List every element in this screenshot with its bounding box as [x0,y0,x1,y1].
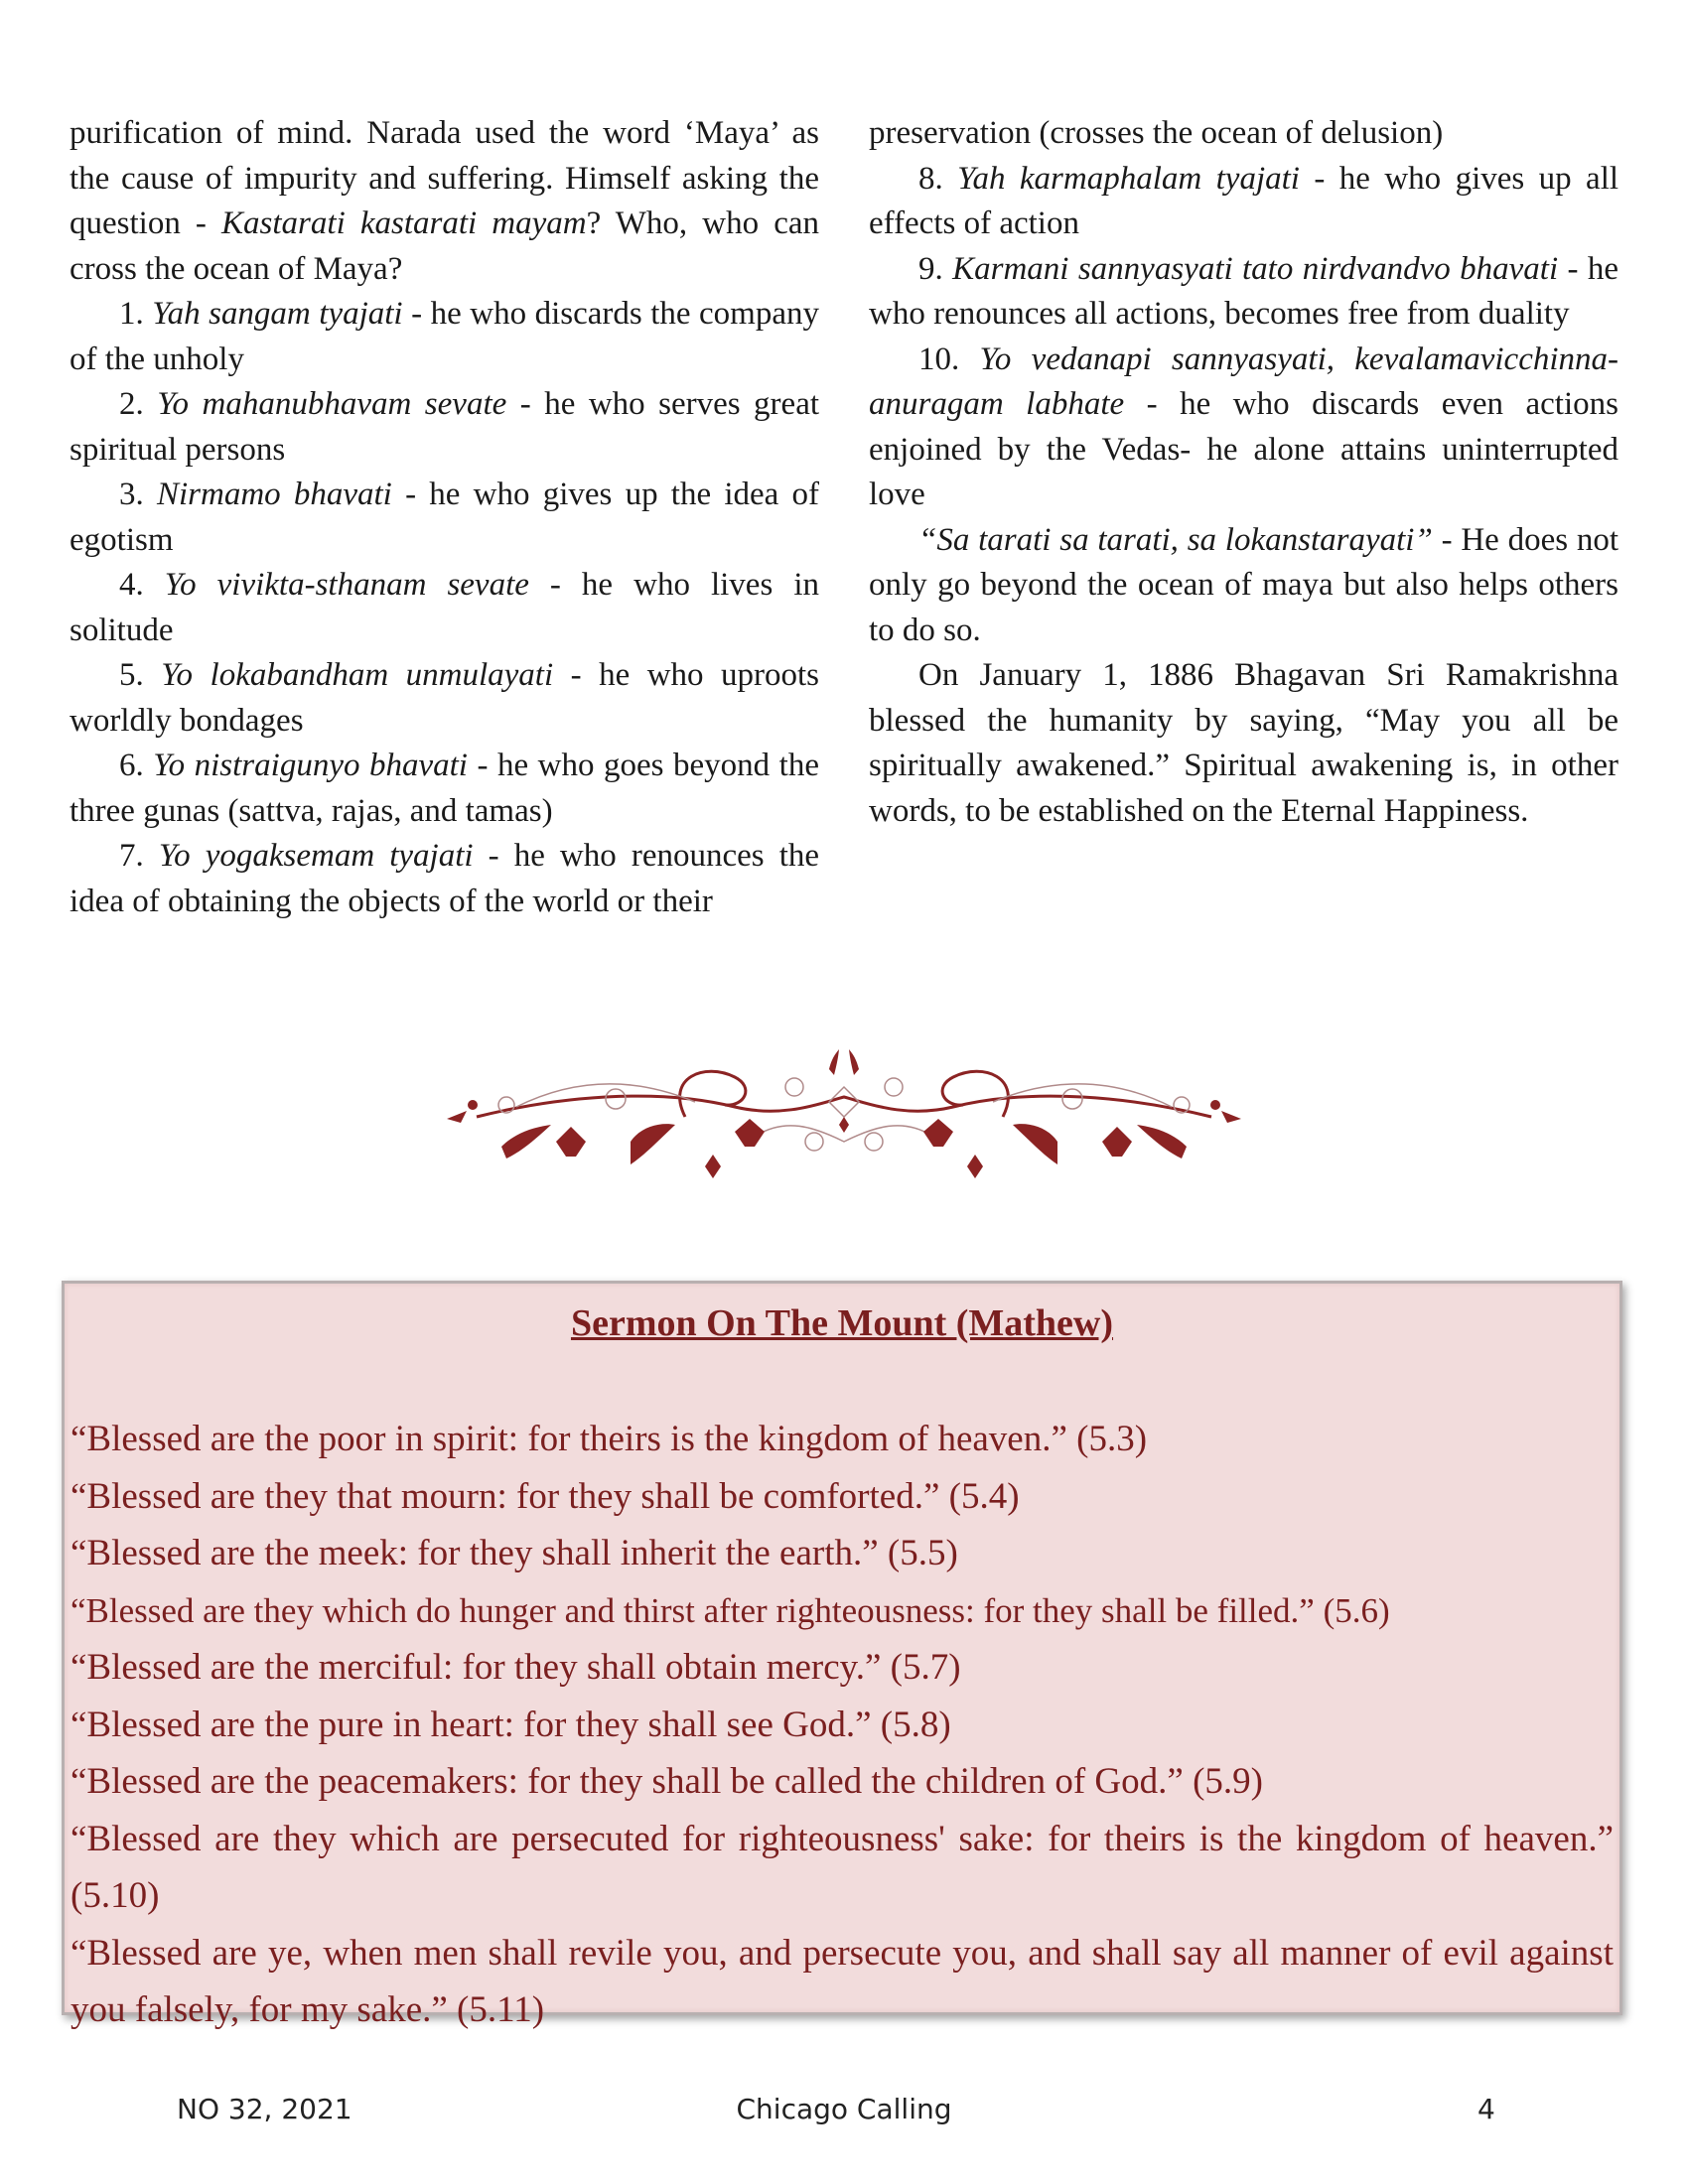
list-item: 3. Nirmamo bhavati - he who gives up the idea of egotism [70,477,819,558]
floral-divider-ornament [437,1047,1251,1196]
verse-line: “Blessed are the peacemakers: for they shall be called the children of God.” (5.9) [70,1761,1263,1802]
verse-line: “Blessed are the merciful: for they shall obtain mercy.” (5.7) [70,1647,961,1688]
list-item: 8. Yah karmaphalam tyajati - he who gives up all effects of action [869,160,1619,241]
list-item: 9. Karmani sannyasyati tato nirdvandvo bhavati - he who renounces all actions, becomes free from duality [869,250,1619,332]
verse-line: “Blessed are they that mourn: for they shall be comforted.” (5.4) [70,1475,1020,1517]
page-footer [0,2093,1688,2132]
sermon-box [62,1281,1622,2030]
issue-number: NO 32, 2021 [177,2093,352,2125]
list-item: 1. Yah sangam tyajati - he who discards the company of the unholy [70,296,819,377]
publication-name: Chicago Calling [736,2093,952,2125]
article-columns [70,111,1618,924]
list-item: 4. Yo vivikta-sthanam sevate - he who lives in solitude [70,567,819,648]
verse-line: “Blessed are the pure in heart: for they shall see God.” (5.8) [70,1704,951,1745]
intro-text: purification of mind. Narada used the word ‘Maya’ as the cause of impurity and suffering. Himself asking the question - [70,115,819,241]
list-item: 5. Yo lokabandham unmulayati - he who uproots worldly bondages [70,657,820,739]
intro-paragraph [70,111,819,292]
list-item: 2. Yo mahanubhavam sevate - he who serves great spiritual persons [70,386,820,468]
sermon-title: Sermon On The Mount (Mathew) [570,1302,1114,1344]
verse-line: “Blessed are they which are persecuted for righteousness' sake: for theirs is the kingdom of heaven.” (5.10) [70,1818,1614,1916]
intro-text-end: ? Who, who can cross the ocean of Maya? [70,205,819,287]
page-number: 4 [1477,2093,1495,2125]
verse-line: “Blessed are they which do hunger and thirst after righteousness: for they shall be filled.” (5.6) [70,1590,1390,1630]
closing-paragraph: On January 1, 1886 Bhagavan Sri Ramakrishna blessed the humanity by saying, “May you all be spiritually awakened.” Spiritual awakening is, in other words, to be established on the Eternal Happiness. [869,657,1618,829]
quote-paragraph [869,518,1618,654]
quote-sanskrit: “Sa tarati sa tarati, sa lokanstarayati” [918,521,1433,558]
continued-text: preservation (crosses the ocean of delusion) [869,115,1444,151]
verse-line: “Blessed are ye, when men shall revile you, and persecute you, and shall say all manner of evil against you falsely, for my sake.” (5.11) [70,1932,1614,2030]
left-column [70,111,819,924]
list-item: 7. Yo yogaksemam tyajati - he who renounces the idea of obtaining the objects of the world or their [70,838,820,919]
intro-sanskrit: Kastarati kastarati mayam [221,205,587,241]
list-item: 6. Yo nistraigunyo bhavati - he who goes beyond the three gunas (sattva, rajas, and tamas) [70,748,820,829]
right-column [869,111,1618,924]
quote-text: - He does not only go beyond the ocean of maya but also helps others to do so. [869,521,1618,648]
verse-line: “Blessed are the meek: for they shall inherit the earth.” (5.5) [70,1533,958,1573]
list-item: 10. Yo vedanapi sannyasyati, kevalamavicchinna-anuragam labhate - he who discards even actions enjoined by the Vedas- he alone attains uninterrupted love [869,341,1618,512]
verse-line: “Blessed are the poor in spirit: for theirs is the kingdom of heaven.” (5.3) [70,1419,1148,1459]
